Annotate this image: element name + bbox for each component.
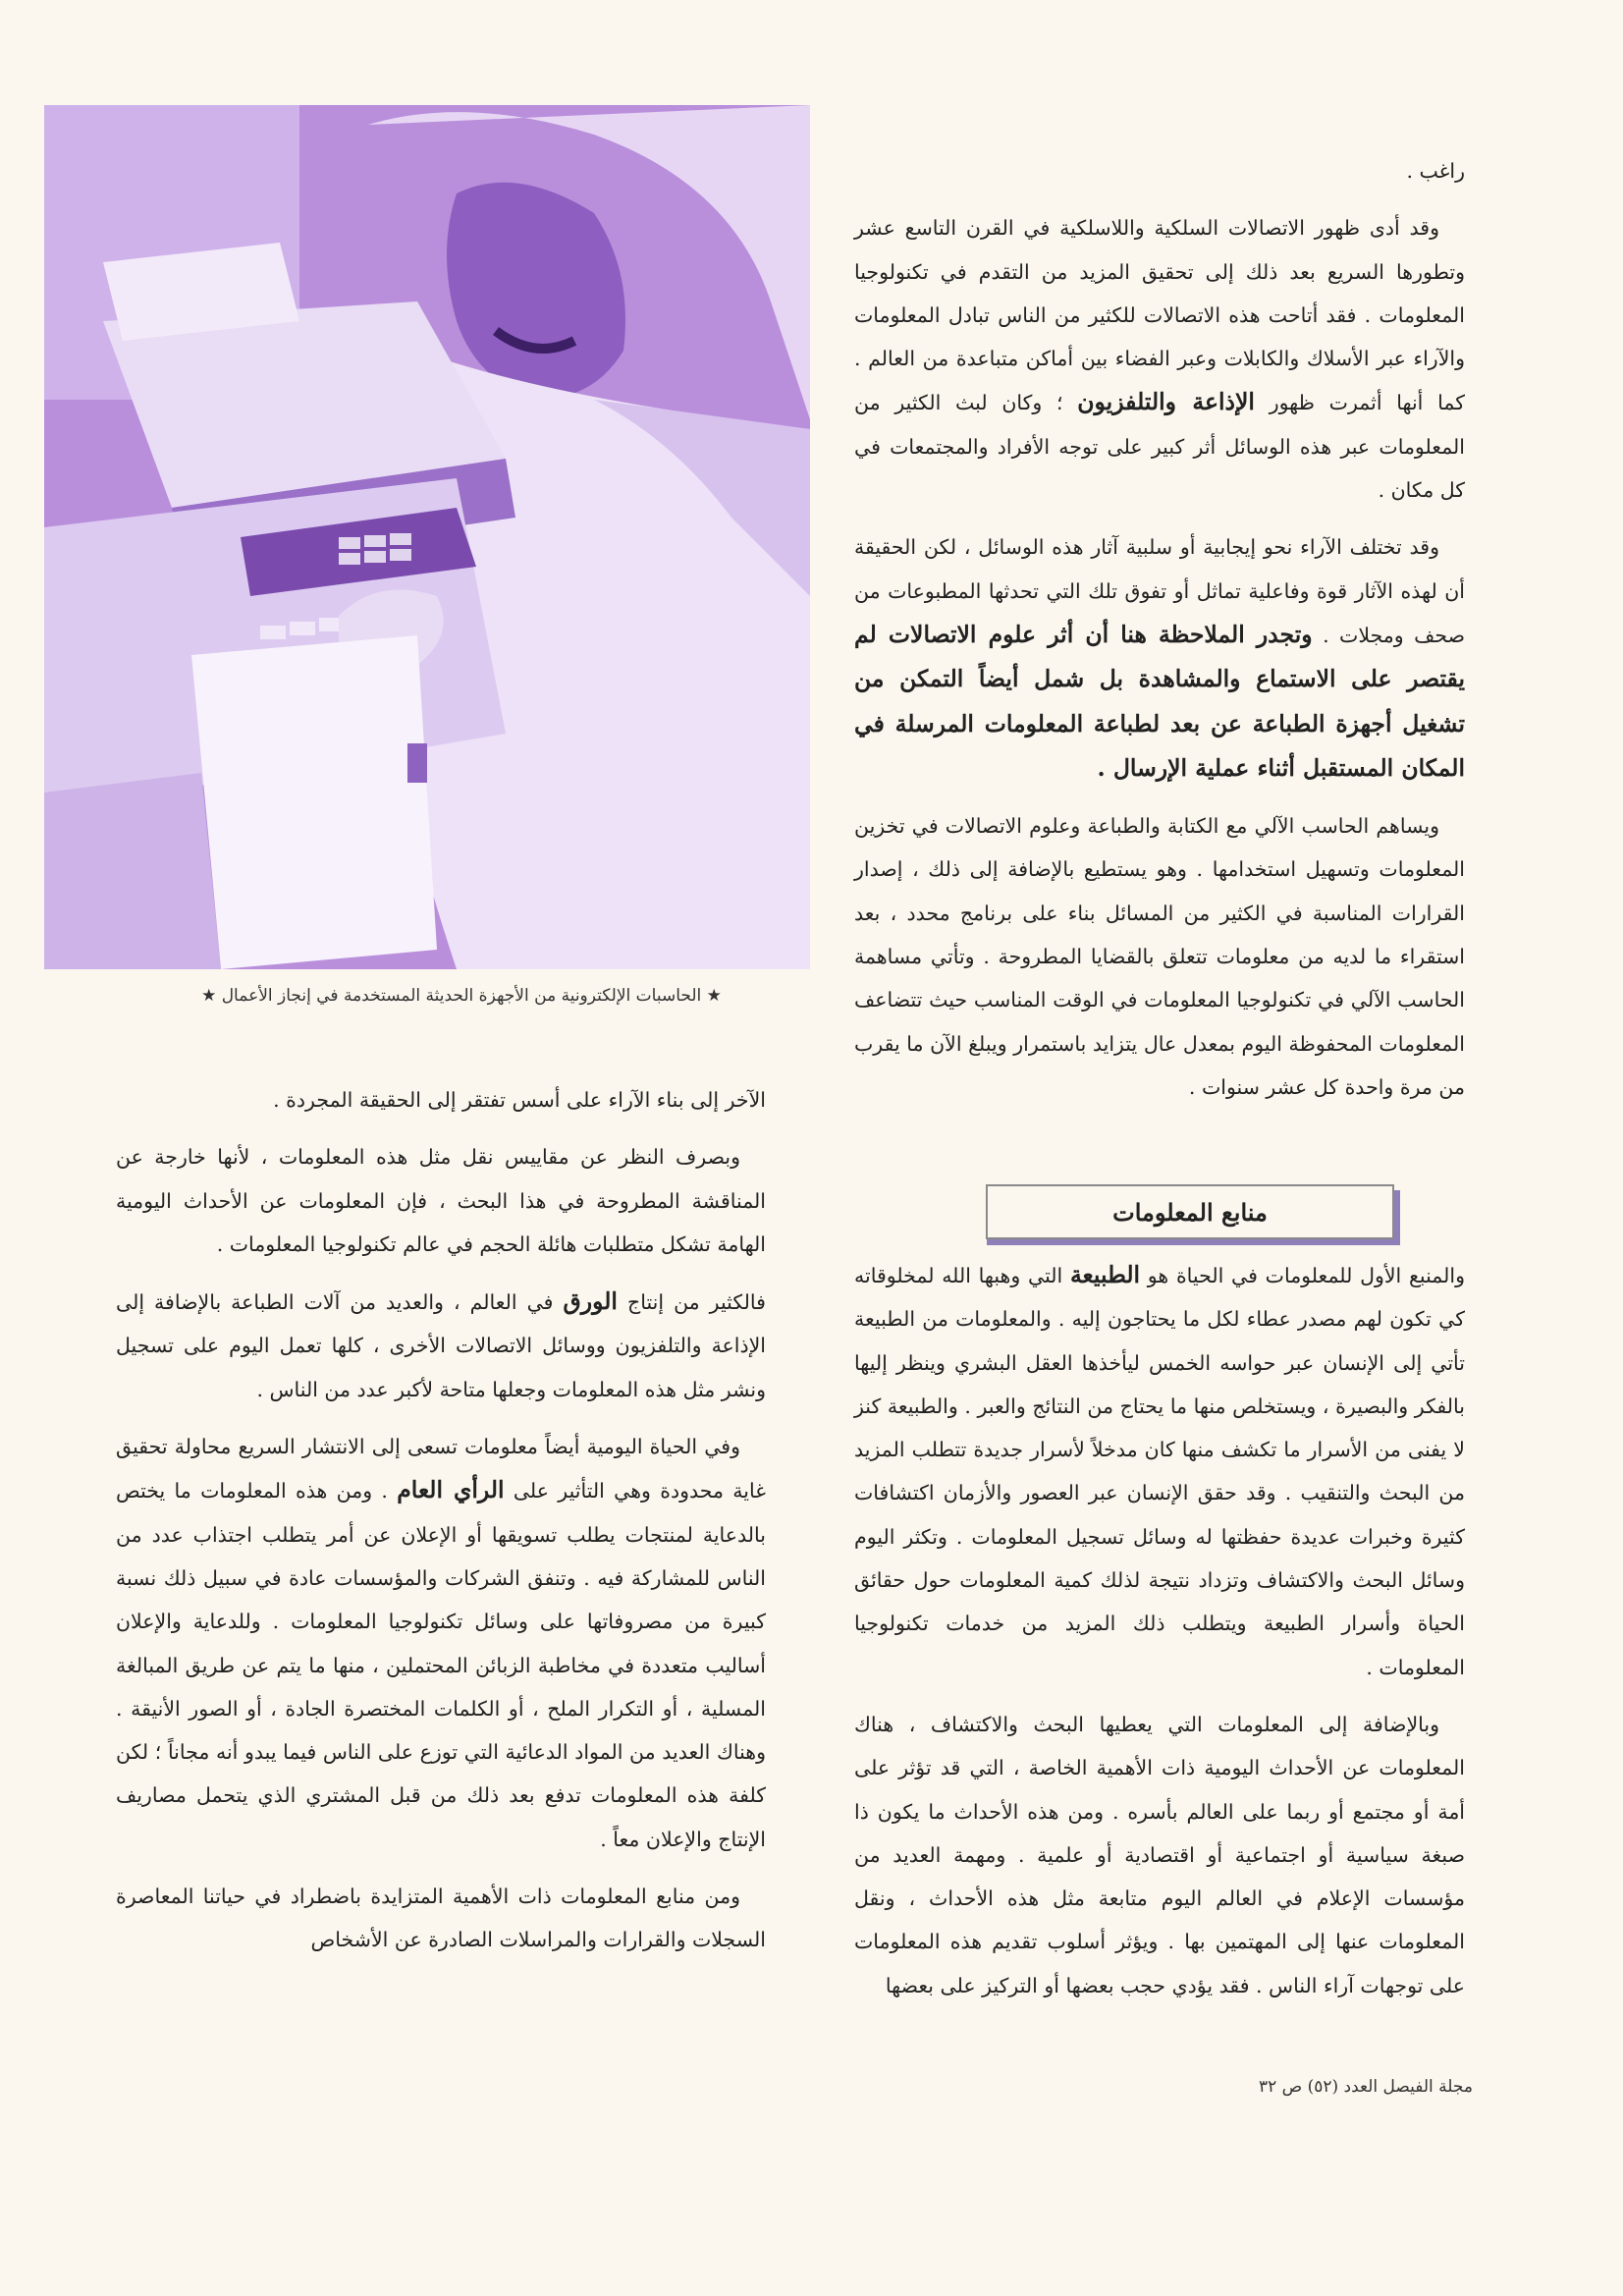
page-footer: مجلة الفيصل العدد (٥٢) ص ٣٢ — [1258, 2077, 1473, 2097]
right-column-top — [854, 149, 1465, 1121]
paragraph: الآخر إلى بناء الآراء على أسس تفتقر إلى الحقيقة المجردة . — [273, 1088, 766, 1112]
paragraph: وقد أدى ظهور الاتصالات السلكية واللاسلكية في القرن التاسع عشر وتطورها السريع بعد ذلك إلى تحقيق المزيد من التقدم في تكنولوجيا المعلومات . فقد أتاحت هذه الاتصالات للكثير من الناس تبادل المعلومات والآراء عبر الأسلاك والكابلات وعبر الفضاء بين أماكن متباعدة من العالم . كما أنها أثمرت ظهور الإذاعة والتلفزيون ؛ وكان لبث الكثير من المعلومات عبر هذه الوسائل أثر كبير على توجه الأفراد والمجتمعات في كل مكان . — [854, 216, 1465, 503]
paragraph: فالكثير من إنتاج الورق في العالم ، والعديد من آلات الطباعة بالإضافة إلى الإذاعة والتلفزيون ووسائل الاتصالات الأخرى ، كلها تعمل اليوم على تسجيل ونشر مثل هذه المعلومات وجعلها متاحة لأكبر عدد من الناس . — [116, 1287, 766, 1401]
photo-man-at-computer — [44, 105, 810, 969]
paragraph: والمنبع الأول للمعلومات في الحياة هو الطبيعة التي وهبها الله لمخلوقاته كي تكون لهم مصدر عطاء لكل ما يحتاجون إليه . والمعلومات من الطبيعة تأتي إلى الإنسان عبر حواسه الخمس ليأخذها العقل البشري وينظر إليها بالفكر والبصيرة ، ويستخلص منها ما يحتاج من النتائج والعبر . والطبيعة كنز لا يفنى من الأسرار ما تكشف منها كان مدخلاً لأسرار جديدة تتطلب المزيد من البحث والتنقيب . وقد حقق الإنسان عبر العصور والأزمان اكتشافات كثيرة وخبرات عديدة حفظتها له وسائل تسجيل المعلومات . وتكثر اليوم وسائل البحث والاكتشاف وتزداد نتيجة لذلك كمية المعلومات حول حقائق الحياة وأسرار الطبيعة ويتطلب ذلك المزيد من خدمات تكنولوجيا المعلومات . — [854, 1261, 1465, 1679]
section-heading: منابع المعلومات — [1112, 1197, 1268, 1227]
emphasis-remote-printing: وتجدر الملاحظة هنا أن أثر علوم الاتصالات لم يقتصر على الاستماع والمشاهدة بل شمل أيضاً التمكن من تشغيل أجهزة الطباعة عن بعد لطباعة المعلومات المرسلة في المكان المستقبل أثناء عملية الإرسال . — [854, 620, 1465, 782]
paragraph: ويساهم الحاسب الآلي مع الكتابة والطباعة وعلوم الاتصالات في تخزين المعلومات وتسهيل استخدامها . وهو يستطيع بالإضافة إلى ذلك ، إصدار القرارات المناسبة في الكثير من المسائل بناء على برنامج محدد ، بعد استقراء ما لديه من معلومات تتعلق بالقضايا المطروحة . وتأتي مساهمة الحاسب الآلي في تكنولوجيا المعلومات في الوقت المناسب حيث تتضاعف المعلومات المحفوظة اليوم بمعدل عال يتزايد باستمرار ويبلغ الآن ما يقرب من مرة واحدة كل عشر سنوات . — [854, 814, 1465, 1099]
paragraph: وبالإضافة إلى المعلومات التي يعطيها البحث والاكتشاف ، هناك المعلومات عن الأحداث اليومية ذات الأهمية الخاصة ، التي قد تؤثر على أمة أو مجتمع أو ربما على العالم بأسره . ومن هذه الأحداث ما يكون ذا صبغة سياسية أو اجتماعية أو اقتصادية أو علمية . ومهمة العديد من مؤسسات الإعلام في العالم اليوم متابعة مثل هذه الأحداث ، ونقل المعلومات عنها إلى المهتمين بها . ويؤثر أسلوب تقديم هذه المعلومات على توجهات آراء الناس . فقد يؤدي حجب بعضها أو التركيز على بعضها — [854, 1712, 1465, 1997]
emphasis-radio-tv: الإذاعة والتلفزيون — [1077, 388, 1255, 416]
paragraph: راغب . — [1406, 159, 1465, 183]
emphasis-paper: الورق — [563, 1287, 618, 1316]
left-column — [116, 1078, 766, 2060]
paragraph: وبصرف النظر عن مقاييس نقل مثل هذه المعلومات ، لأنها خارجة عن المناقشة المطروحة في هذا البحث ، فإن المعلومات عن الأحداث اليومية الهامة تشكل متطلبات هائلة الحجم في عالم تكنولوجيا المعلومات . — [116, 1145, 766, 1256]
photo-caption: ★ الحاسبات الإلكترونية من الأجهزة الحديثة المستخدمة في إنجاز الأعمال ★ — [201, 986, 722, 1006]
section-heading-box — [986, 1184, 1394, 1239]
photo-illustration — [44, 105, 810, 969]
emphasis-nature: الطبيعة — [1069, 1261, 1141, 1288]
paragraph: وفي الحياة اليومية أيضاً معلومات تسعى إلى الانتشار السريع محاولة تحقيق غاية محدودة وهي التأثير على الرأي العام . ومن هذه المعلومات ما يختص بالدعاية لمنتجات يطلب تسويقها أو الإعلان عن أمر يتطلب اجتذاب عدد من الناس للمشاركة فيه . وتنفق الشركات والمؤسسات عادة في سبيل ذلك نسبة كبيرة من مصروفاتها على وسائل تكنولوجيا المعلومات . وللدعاية والإعلان أساليب متعددة في مخاطبة الزبائن المحتملين ، منها ما يتم عن طريق المبالغة المسلية ، أو التكرار الملح ، أو الكلمات المختصرة الجادة ، أو الصور الأنيقة . وهناك العديد من المواد الدعائية التي توزع على الناس فيما يبدو أنه مجاناً ؛ لكن كلفة هذه المعلومات تدفع بعد ذلك من قبل المشتري الذي يتحمل مصاريف الإنتاج والإعلان معاً . — [116, 1435, 766, 1851]
paragraph: وقد تختلف الآراء نحو إيجابية أو سلبية آثار هذه الوسائل ، لكن الحقيقة أن لهذه الآثار قوة وفاعلية تماثل أو تفوق تلك التي تحدثها المطبوعات من صحف ومجلات . وتجدر الملاحظة هنا أن أثر علوم الاتصالات لم يقتصر على الاستماع والمشاهدة بل شمل أيضاً التمكن من تشغيل أجهزة الطباعة عن بعد لطباعة المعلومات المرسلة في المكان المستقبل أثناء عملية الإرسال . — [854, 535, 1465, 782]
right-column-bottom — [854, 1253, 1465, 2068]
emphasis-public-opinion: الرأي العام — [397, 1476, 505, 1504]
paragraph: ومن منابع المعلومات ذات الأهمية المتزايدة باضطراد في حياتنا المعاصرة السجلات والقرارات والمراسلات الصادرة عن الأشخاص — [116, 1885, 766, 1952]
